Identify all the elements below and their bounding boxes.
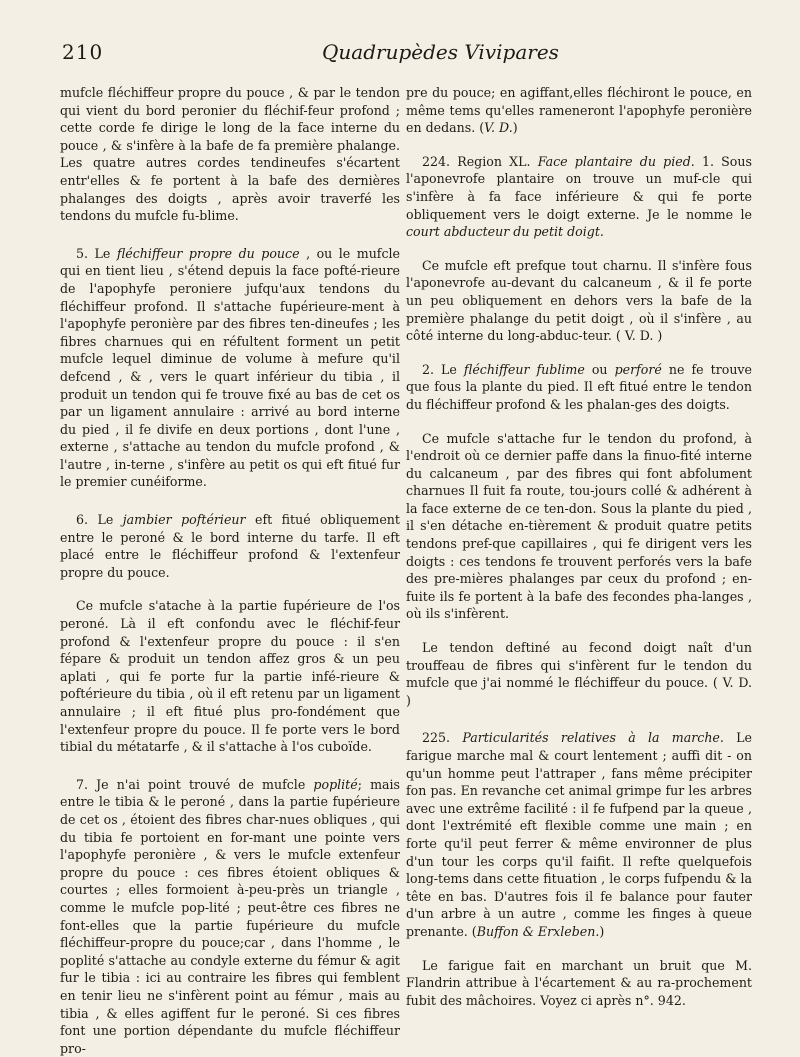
muscle-name: fléchiffeur propre du pouce [116,245,300,261]
left-column [60,84,400,1057]
paragraph: Le farigue fait en marchant un bruit que M. Flandrin attribue à l'écartement & au ra-prochement fubit des mâchoires. Voyez ci après n°. 942. [406,957,752,1008]
muscle-name: jambier poftérieur [122,512,246,528]
section-title: Face plantaire du pied. [537,153,695,169]
reference: Buffon & Erxleben. [476,923,600,939]
paragraph: 2. Le fléchiffeur fublime ou perforé ne fe trouve que fous la plante du pied. Il eft fitué entre le tendon du fléchiffeur profond & les phalan-ges des doigts. [406,361,752,412]
paragraph: 7. Je n'ai point trouvé de mufcle poplité; mais entre le tibia & le peroné , dans la partie fupérieure de cet os , étoient des fibres char-nues obliques , qui du tibia fe portoient en for-mant une pointe vers l'apophyfe peronière , & vers le mufcle extenfeur propre du pouce : ces fibres étoient obliques & courtes ; elles formoient à-peu-près un triangle , comme le mufcle pop-lité ; peut-être ces fibres ne font-elles que la partie fupérieure du mufcle fléchiffeur-propre du pouce;car , dans l'homme , le poplité s'attache au condyle externe du fémur & agit fur le tibia : ici au contraire les fibres qui femblent en tenir lieu ne s'infèrent point au fémur , mais au tibia , & elles agiffent fur le peroné. Si ces fibres font une portion dépendante du mufcle fléchiffeur pro- [60,776,401,1056]
paragraph: Ce mufcle eft prefque tout charnu. Il s'infère fous l'aponevrofe au-devant du calcaneum , & il fe porte un peu obliquement en dehors vers la bafe de la première phalange du petit doigt , où il s'infère , au côté interne du long-abduc-teur. ( V. D. ) [406,257,752,344]
paragraph: pre du pouce; en agiffant,elles fléchiront le pouce, en même tems qu'elles rameneront l'apophyfe peronière en dedans. (V. D.) [406,85,752,136]
section-paragraph: 224. Region XL. Face plantaire du pied. 1. Sous l'aponevrofe plantaire on trouve un muf-cle qui s'infère à fa face inférieure & qui fe porte obliquement vers le doigt externe. Je le nomme le court abducteur du petit doigt. [406,153,752,240]
paragraph: Ce mufcle s'attache fur le tendon du profond, à l'endroit où ce dernier paffe dans la finuo-fité interne du calcaneum , par des fibres qui font abfolument charnues Il fuit fa route, tou-jours collé & adhérent à la face externe de ce ten-don. Sous la plante du pied , il s'en détache en-tièrement & produit quatre petits tendons pref-que capillaires , qui fe dirigent vers les doigts : ces tendons fe trouvent perforés vers la bafe des pre-mières phalanges par ceux du profond ; en-fuite ils fe portent à la bafe des fecondes pha-langes , où ils s'infèrent. [406,430,752,622]
paragraph: Ce mufcle s'atache à la partie fupérieure de l'os peroné. Là il eft confondu avec le fléchif-feur profond & l'extenfeur propre du pouce : il s'en fépare & produit un tendon affez gros & un peu aplati , qui fe porte fur la partie infé-rieure & poftérieure du tibia , où il eft retenu par un ligament annulaire ; il eft fitué plus pro-fondément que l'extenfeur propre du pouce. Il fe porte vers le bord tibial du métatarfe , & il s'attache à l'os cuboïde. [60,598,400,755]
section-heading: 224. Region XL. [422,153,531,169]
right-column [406,84,752,1009]
muscle-name: court abducteur du petit doigt. [406,224,604,240]
paragraph: 5. Le fléchiffeur propre du pouce , ou le mufcle qui en tient lieu , s'étend depuis la face pofté-rieure de l'apophyfe peroniere jufqu'aux tendons du fléchiffeur profond. Il s'attache fupérieure-ment à l'apophyfe peronière par des fibres ten-dineufes ; les fibres charnues qui en réfultent forment un petit mufcle lequel diminue de volume à mefure qu'il defcend , & , vers le quart inférieur du tibia , il produit un tendon qui fe trouve fixé au bas de cet os par un ligament annulaire : arrivé au bord interne du pied , il fe divife en deux portions , dont l'une , externe , s'attache au tendon du mufcle profond , & l'autre , in-terne , s'infère au petit os qui eft fitué fur le premier cunéiforme. [60,245,401,490]
muscle-name: perforé [614,361,662,377]
muscle-name: poplité [313,776,358,792]
paragraph: mufcle fléchiffeur propre du pouce , & par le tendon qui vient du bord peronier du fléchif-feur profond ; cette corde fe dirige le long de la face interne du pouce , & s'infère à la bafe de fa première phalange. Les quatre autres cordes tendineufes s'écartent entr'elles & fe portent à la bafe des dernières phalanges des doigts , après avoir traverfé les tendons du mufcle fu-blime. [60,85,400,224]
paragraph: Le tendon deftiné au fecond doigt naît d'un trouffeau de fibres qui s'infèrent fur le tendon du mufcle que j'ai nommé le fléchiffeur du pouce. ( V. D. ) [406,640,752,708]
page-header [60,40,760,70]
section-paragraph: 225. Particularités relatives à la marche. Le farigue marche mal & court lentement ; auffi dit - on qu'un homme peut l'attraper , fans même précipiter fon pas. En revanche cet animal grimpe fur les arbres avec une extrême facilité : il fe fufpend par la queue , dont l'extrémité eft flexible comme une main ; en forte qu'il peut ferrer & même environner de plus d'un tour les corps qu'il faifit. Il refte quelquefois long-tems dans cette fituation , le corps fufpendu & la tête en bas. D'autres fois il fe balance pour fauter d'un arbre à un autre , comme les finges à queue prenante. (Buffon & Erxleben.) [406,730,752,939]
page-number: 210 [62,40,104,64]
section-title: Particularités relatives à la marche. [462,730,724,746]
running-title: Quadrupèdes Vivipares [322,40,559,64]
muscle-name: fléchiffeur fublime [463,361,585,377]
section-number: 225. [422,730,451,746]
paragraph: 6. Le jambier poftérieur eft fitué obliquement entre le peroné & le bord interne du tarfe. Il eft placé entre le fléchiffeur profond & l'extenfeur propre du pouce. [60,512,400,580]
reference: V. D. [484,120,513,136]
